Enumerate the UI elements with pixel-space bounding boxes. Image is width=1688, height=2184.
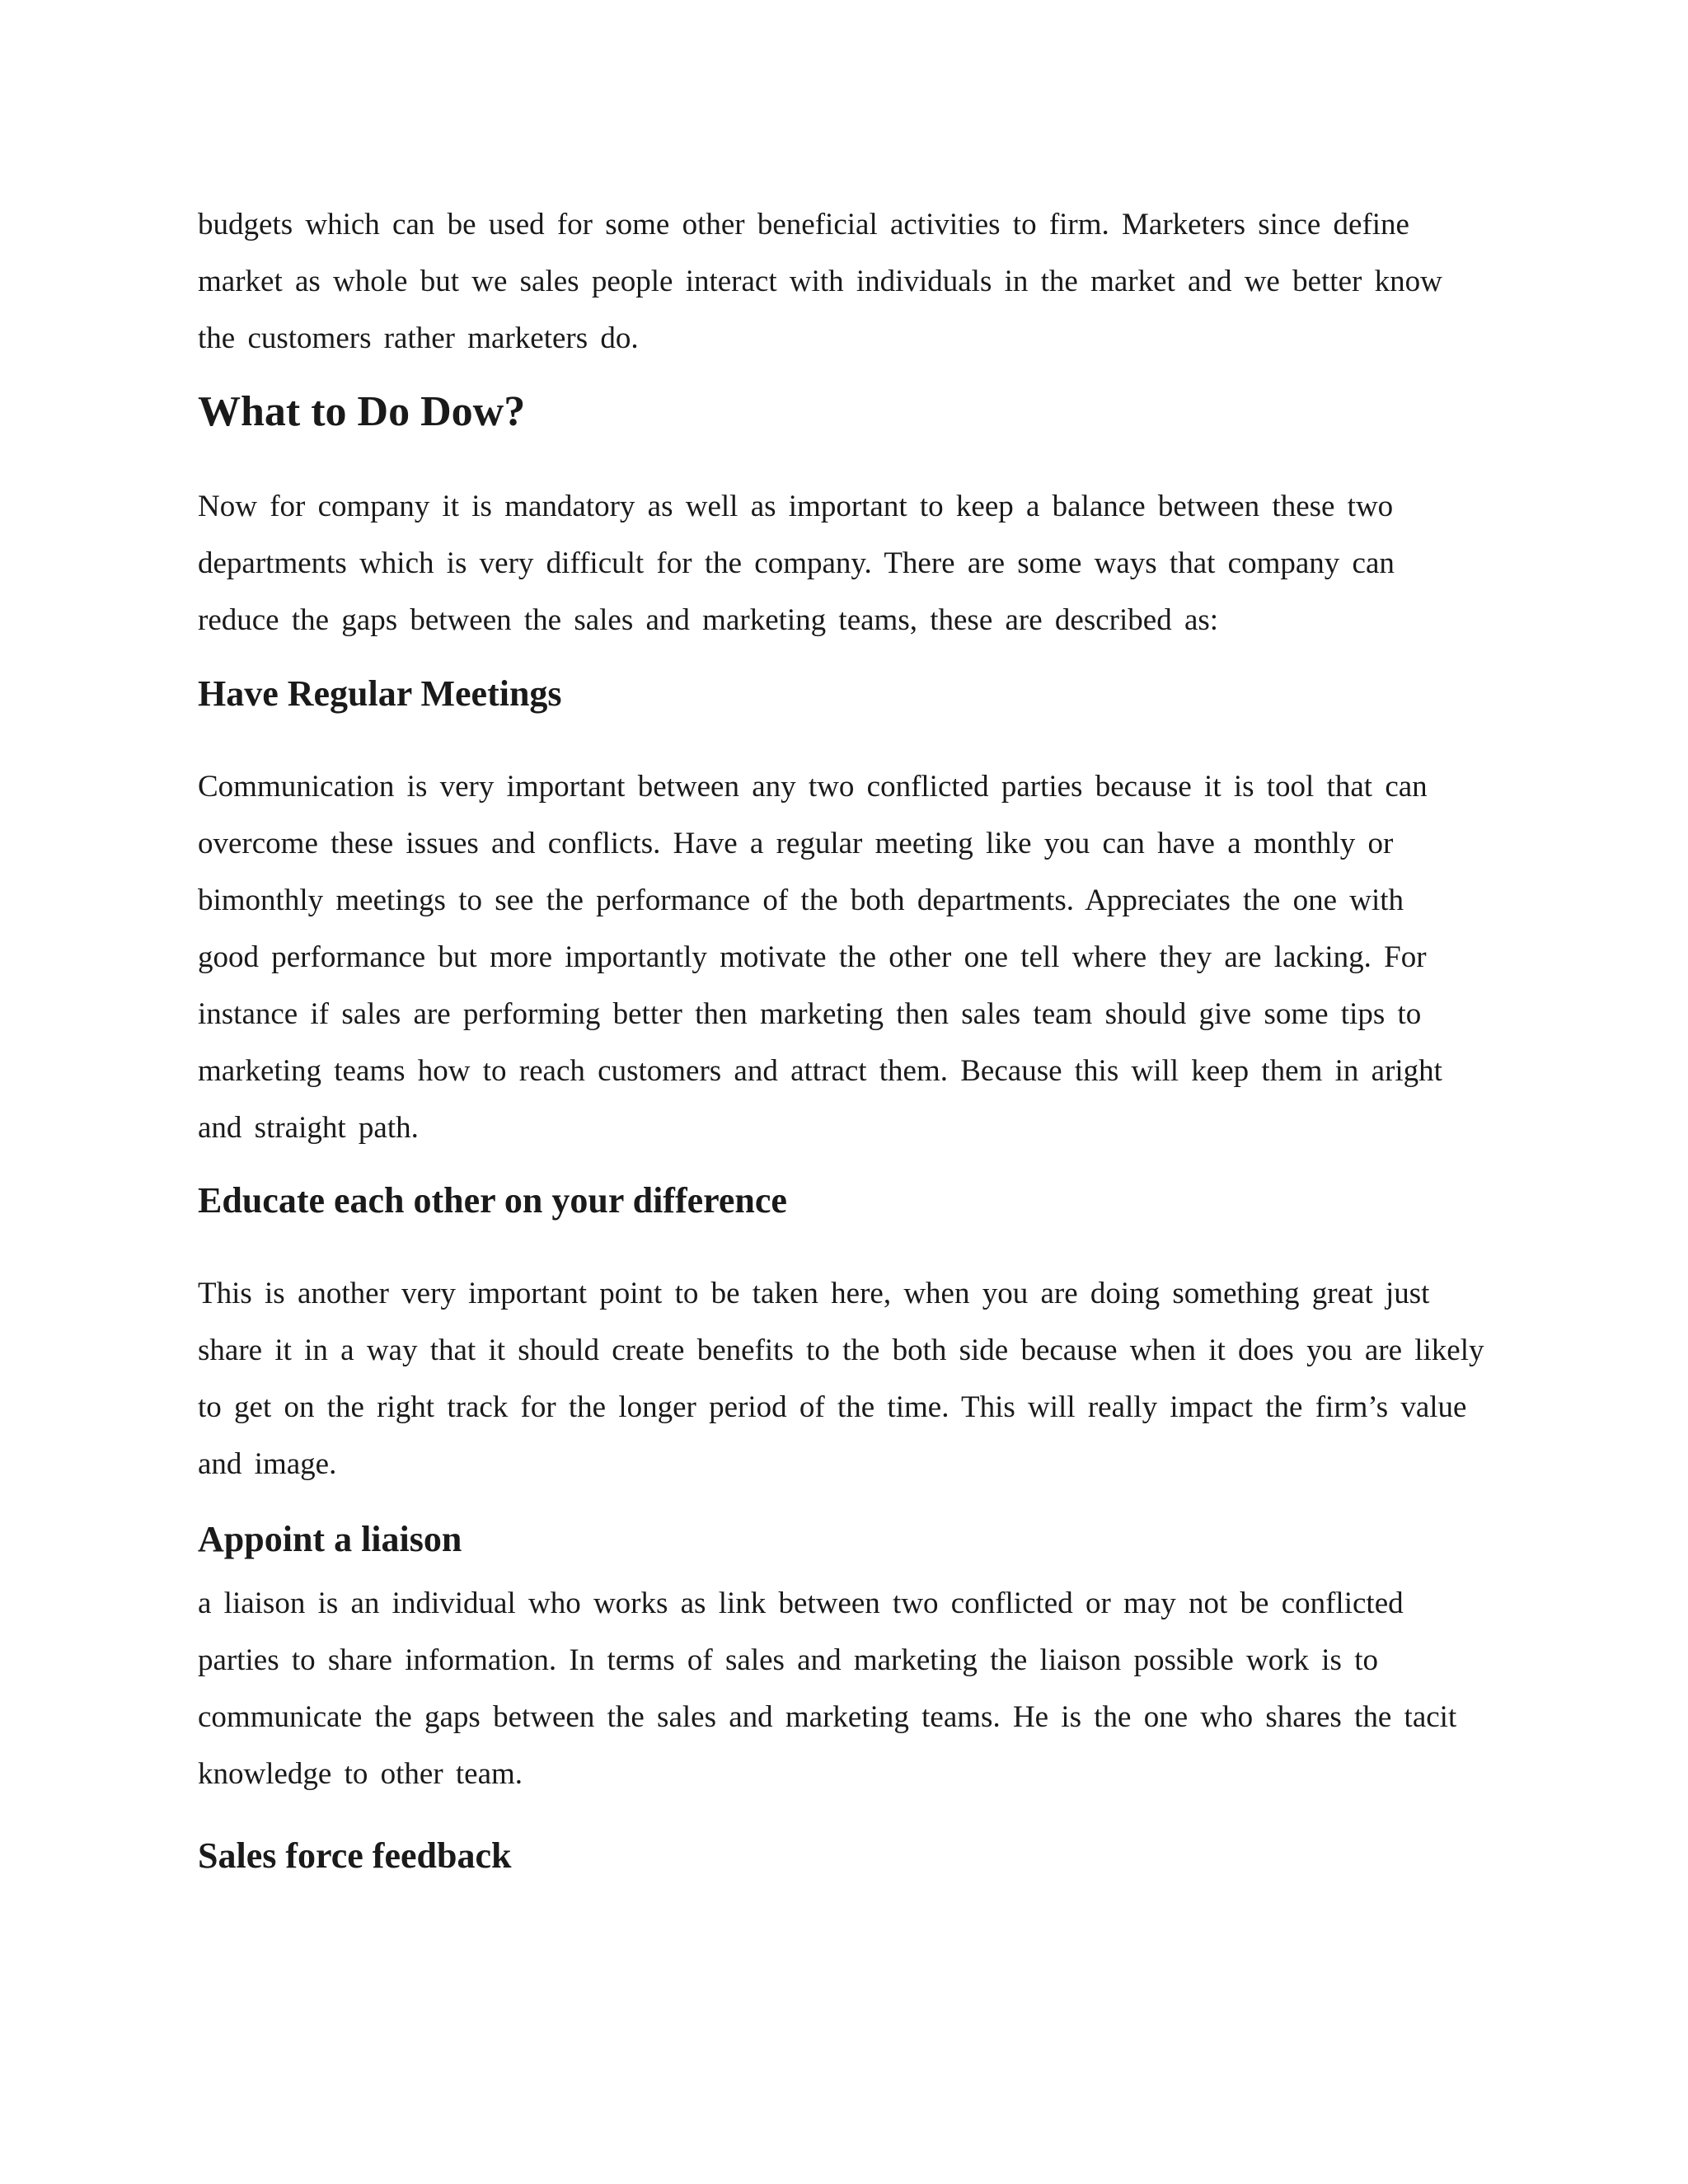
text-line: and image. [198,1447,337,1481]
section-title [198,387,1484,437]
text-line: a liaison is an individual who works as link between two conflicted or may not be conflicted [198,1586,1404,1620]
text-line: market as whole but we sales people interact with individuals in the market and we better know [198,265,1442,298]
text-line: overcome these issues and conflicts. Have a regular meeting like you can have a monthly or [198,827,1394,860]
text-line: instance if sales are performing better then marketing then sales team should give some tips to [198,997,1422,1031]
text-line: the customers rather marketers do. [198,321,639,355]
text-line: communicate the gaps between the sales and marketing teams. He is the one who shares the tacit [198,1700,1457,1734]
text-line: Communication is very important between any two conflicted parties because it is tool that can [198,770,1428,804]
section-heading: Educate each other on your difference [198,1180,787,1221]
text-line: knowledge to other team. [198,1757,523,1791]
text-line: marketing teams how to reach customers and attract them. Because this will keep them in aright [198,1054,1442,1088]
intro-paragraph [198,196,1484,367]
text-line: budgets which can be used for some other beneficial activities to firm. Marketers since define [198,208,1409,241]
text-line: to get on the right track for the longer period of the time. This will really impact the firm’s value [198,1390,1467,1424]
text-line: and straight path. [198,1111,419,1145]
section-heading: Sales force feedback [198,1835,512,1876]
educate-heading-block [198,1179,1484,1222]
text-line: share it in a way that it should create benefits to the both side because when it does you are likely [198,1333,1484,1367]
text-line: bimonthly meetings to see the performance of the both departments. Appreciates the one with [198,883,1404,917]
liaison-heading-block [198,1518,1484,1561]
page-title: What to Do Dow? [198,388,526,435]
text-line: departments which is very difficult for the company. There are some ways that company can [198,546,1395,580]
feedback-heading-block [198,1835,1484,1877]
meetings-heading-block [198,673,1484,715]
text-line: reduce the gaps between the sales and marketing teams, these are described as: [198,603,1219,637]
section-heading: Appoint a liaison [198,1519,462,1559]
meetings-paragraph [198,758,1484,1156]
text-line: parties to share information. In terms of sales and marketing the liaison possible work is to [198,1643,1378,1677]
section-heading: Have Regular Meetings [198,673,562,714]
liaison-paragraph [198,1575,1484,1802]
text-line: Now for company it is mandatory as well as important to keep a balance between these two [198,490,1394,523]
educate-paragraph [198,1265,1484,1493]
text-line: This is another very important point to be taken here, when you are doing something great just [198,1277,1430,1310]
text-line: good performance but more importantly motivate the other one tell where they are lacking. For [198,940,1427,974]
what-to-do-paragraph [198,478,1484,649]
